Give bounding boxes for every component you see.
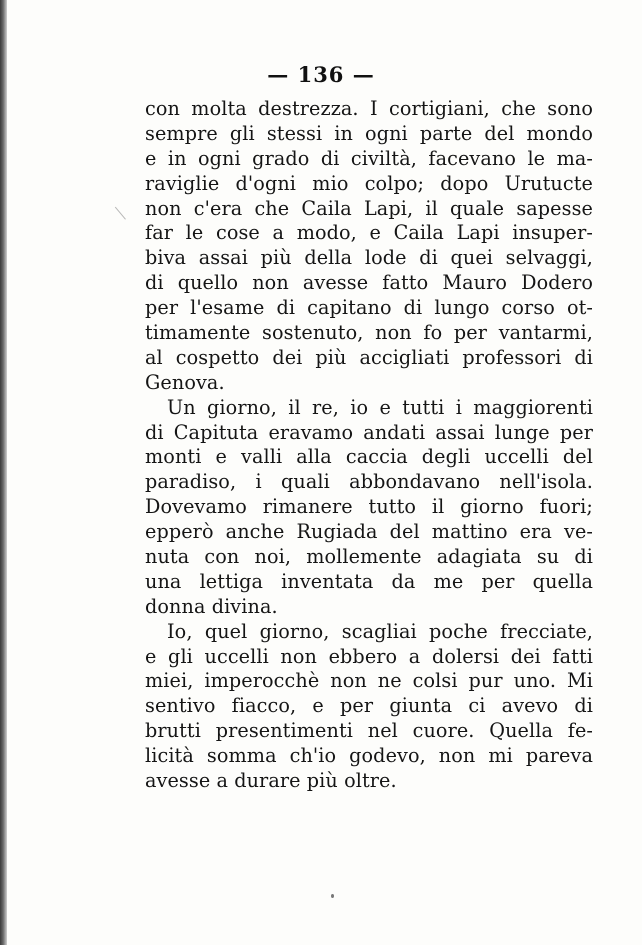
text-line: con molta destrezza. I cortigiani, che sono: [145, 97, 593, 120]
text-line: nuta con noi, mollemente adagiata su di: [145, 545, 593, 569]
text-line: sempre gli stessi in ogni parte del mondo: [145, 121, 593, 145]
body-text: [145, 97, 593, 794]
text-line: miei, imperocchè non ne colsi pur uno. Mi: [145, 669, 593, 693]
text-line: per l'esame di capitano di lungo corso ot-: [145, 296, 593, 320]
text-line: brutti presentimenti nel cuore. Quella fe-: [145, 719, 593, 743]
text-line: Un giorno, il re, io e tutti i maggiorenti: [167, 395, 593, 419]
paper-speck: [331, 894, 334, 898]
text-line: al cospetto dei più accigliati professori di: [145, 345, 593, 369]
text-line: non c'era che Caila Lapi, il quale sapesse: [145, 196, 593, 220]
text-line: una lettiga inventata da me per quella: [145, 569, 593, 593]
text-line: di quello non avesse fatto Mauro Dodero: [145, 271, 593, 295]
text-line: e in ogni grado di civiltà, facevano le ma-: [145, 146, 593, 170]
text-line: biva assai più della lode di quei selvaggi,: [145, 246, 593, 270]
text-line: raviglie d'ogni mio colpo; dopo Urutucte: [145, 171, 593, 195]
text-line: avesse a durare più oltre.: [145, 769, 397, 793]
page-binding-edge: [0, 0, 7, 945]
text-line: licità somma ch'io godevo, non mi pareva: [145, 744, 593, 768]
text-line: Dovevamo rimanere tutto il giorno fuori;: [145, 495, 593, 519]
text-line: far le cose a modo, e Caila Lapi insuper-: [145, 221, 593, 245]
text-line: donna divina.: [145, 594, 278, 618]
margin-pencil-mark: [115, 196, 138, 219]
text-line: Io, quel giorno, scagliai poche frecciate,: [167, 619, 593, 643]
text-line: di Capituta eravamo andati assai lunge per: [145, 420, 593, 444]
text-line: sentivo fiacco, e per giunta ci avevo di: [145, 694, 593, 718]
text-line: timamente sostenuto, non fo per vantarmi,: [145, 321, 593, 345]
text-line: paradiso, i quali abbondavano nell'isola.: [145, 470, 593, 494]
text-line: Genova.: [145, 370, 225, 394]
text-line: epperò anche Rugiada del mattino era ve-: [145, 520, 593, 544]
page-number: — 136 —: [267, 62, 375, 87]
text-line: e gli uccelli non ebbero a dolersi dei fatti: [145, 644, 593, 668]
text-line: monti e valli alla caccia degli uccelli del: [145, 445, 593, 469]
